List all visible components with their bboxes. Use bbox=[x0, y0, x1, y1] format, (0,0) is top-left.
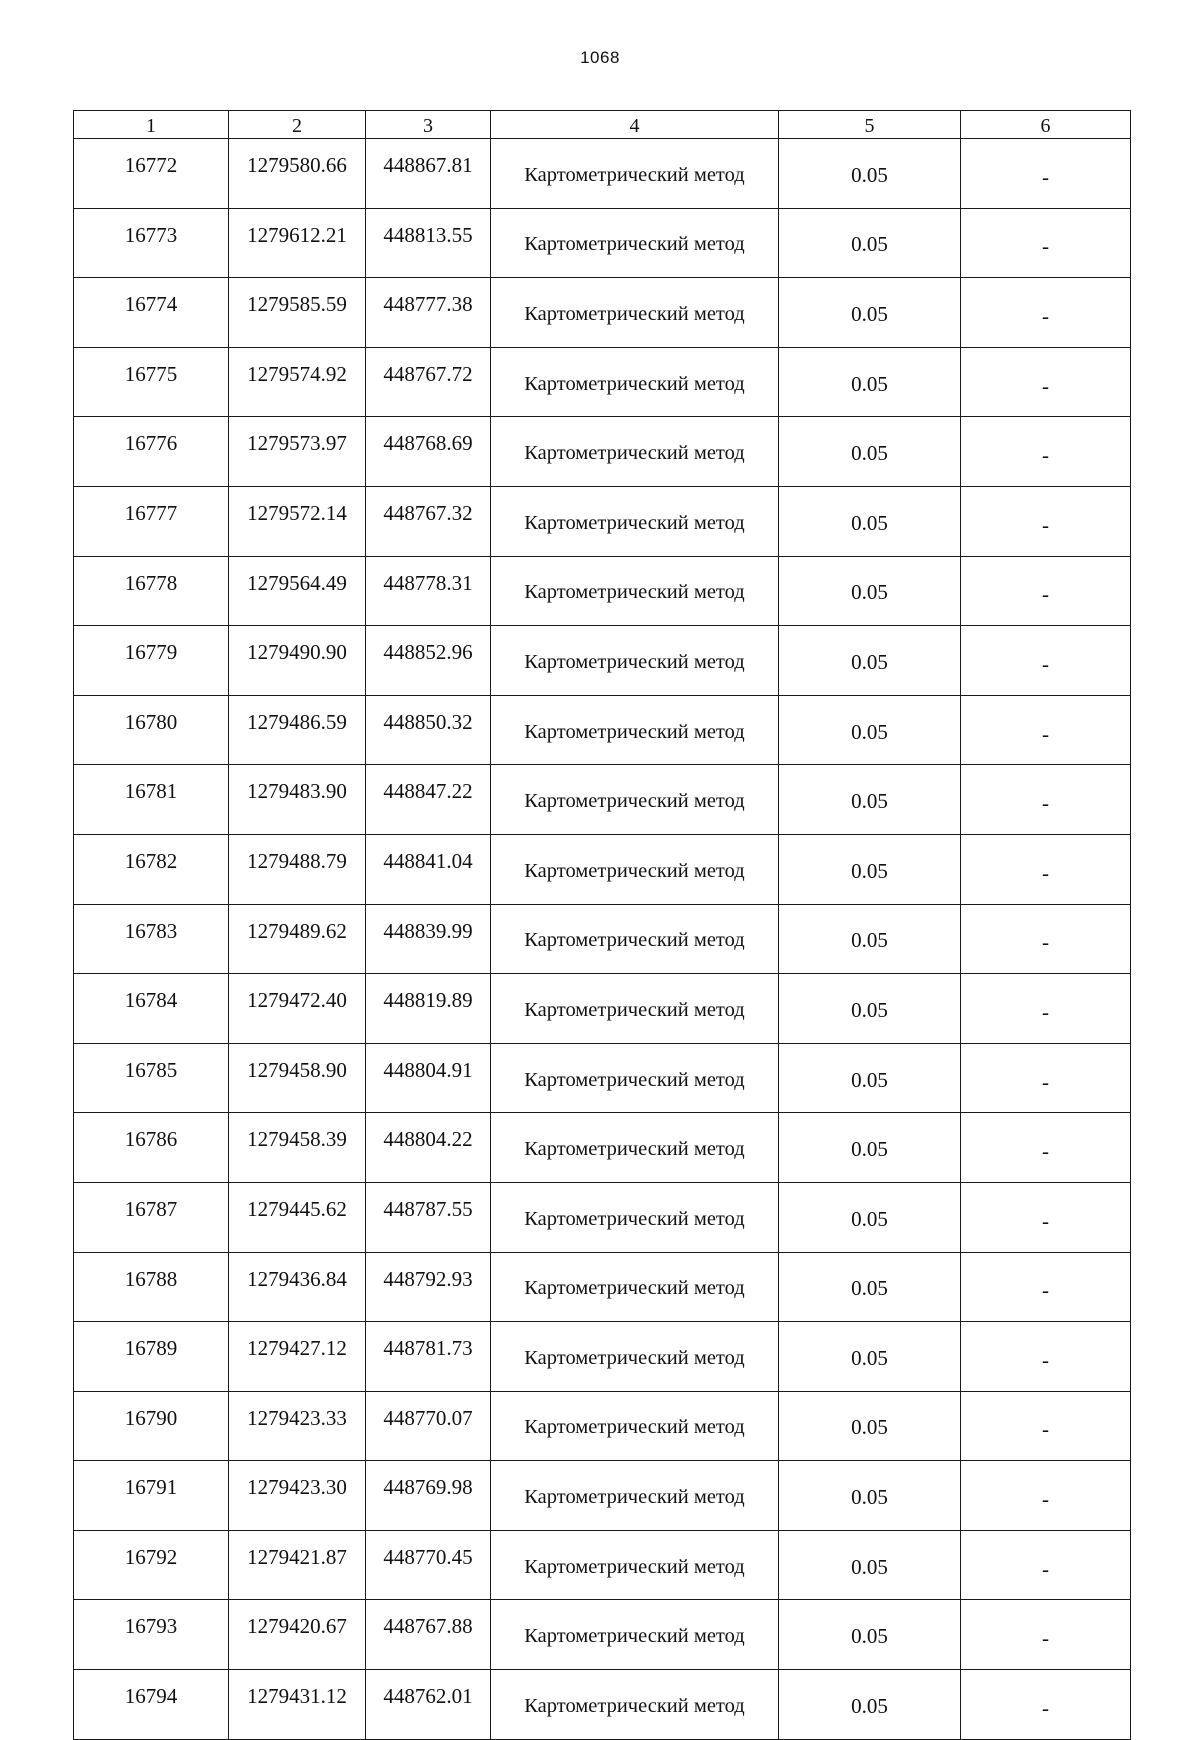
column-header-5: 5 bbox=[779, 111, 961, 139]
method-cell: Картометрический метод bbox=[491, 1600, 779, 1670]
x-coordinate-cell: 1279612.21 bbox=[229, 208, 366, 278]
point-number-cell: 16788 bbox=[74, 1252, 229, 1322]
y-coordinate-cell: 448839.99 bbox=[366, 904, 491, 974]
y-coordinate-cell: 448778.31 bbox=[366, 556, 491, 626]
x-coordinate-cell: 1279458.39 bbox=[229, 1113, 366, 1183]
accuracy-cell: 0.05 bbox=[779, 417, 961, 487]
description-cell: - bbox=[961, 1600, 1131, 1670]
y-coordinate-cell: 448781.73 bbox=[366, 1322, 491, 1392]
description-cell: - bbox=[961, 1252, 1131, 1322]
accuracy-cell: 0.05 bbox=[779, 626, 961, 696]
table-row bbox=[74, 834, 1131, 904]
y-coordinate-cell: 448770.07 bbox=[366, 1391, 491, 1461]
accuracy-cell: 0.05 bbox=[779, 208, 961, 278]
description-cell: - bbox=[961, 139, 1131, 209]
y-coordinate-cell: 448841.04 bbox=[366, 834, 491, 904]
point-number-cell: 16777 bbox=[74, 486, 229, 556]
method-cell: Картометрический метод bbox=[491, 1252, 779, 1322]
y-coordinate-cell: 448852.96 bbox=[366, 626, 491, 696]
y-coordinate-cell: 448767.32 bbox=[366, 486, 491, 556]
x-coordinate-cell: 1279564.49 bbox=[229, 556, 366, 626]
point-number-cell: 16772 bbox=[74, 139, 229, 209]
table-row bbox=[74, 1670, 1131, 1740]
description-cell: - bbox=[961, 695, 1131, 765]
method-cell: Картометрический метод bbox=[491, 834, 779, 904]
y-coordinate-cell: 448847.22 bbox=[366, 765, 491, 835]
description-cell: - bbox=[961, 208, 1131, 278]
x-coordinate-cell: 1279573.97 bbox=[229, 417, 366, 487]
column-header-6: 6 bbox=[961, 111, 1131, 139]
x-coordinate-cell: 1279423.33 bbox=[229, 1391, 366, 1461]
x-coordinate-cell: 1279420.67 bbox=[229, 1600, 366, 1670]
x-coordinate-cell: 1279572.14 bbox=[229, 486, 366, 556]
method-cell: Картометрический метод bbox=[491, 626, 779, 696]
y-coordinate-cell: 448804.22 bbox=[366, 1113, 491, 1183]
accuracy-cell: 0.05 bbox=[779, 1043, 961, 1113]
x-coordinate-cell: 1279445.62 bbox=[229, 1182, 366, 1252]
y-coordinate-cell: 448792.93 bbox=[366, 1252, 491, 1322]
description-cell: - bbox=[961, 834, 1131, 904]
y-coordinate-cell: 448762.01 bbox=[366, 1670, 491, 1740]
table-row bbox=[74, 347, 1131, 417]
description-cell: - bbox=[961, 974, 1131, 1044]
y-coordinate-cell: 448804.91 bbox=[366, 1043, 491, 1113]
x-coordinate-cell: 1279423.30 bbox=[229, 1461, 366, 1531]
point-number-cell: 16790 bbox=[74, 1391, 229, 1461]
point-number-cell: 16789 bbox=[74, 1322, 229, 1392]
method-cell: Картометрический метод bbox=[491, 1182, 779, 1252]
method-cell: Картометрический метод bbox=[491, 1113, 779, 1183]
point-number-cell: 16774 bbox=[74, 278, 229, 348]
point-number-cell: 16793 bbox=[74, 1600, 229, 1670]
description-cell: - bbox=[961, 347, 1131, 417]
description-cell: - bbox=[961, 1182, 1131, 1252]
table-row bbox=[74, 1252, 1131, 1322]
method-cell: Картометрический метод bbox=[491, 1461, 779, 1531]
coordinates-table bbox=[73, 110, 1131, 1740]
point-number-cell: 16787 bbox=[74, 1182, 229, 1252]
description-cell: - bbox=[961, 1530, 1131, 1600]
method-cell: Картометрический метод bbox=[491, 765, 779, 835]
table-row bbox=[74, 278, 1131, 348]
method-cell: Картометрический метод bbox=[491, 1322, 779, 1392]
point-number-cell: 16773 bbox=[74, 208, 229, 278]
method-cell: Картометрический метод bbox=[491, 1391, 779, 1461]
x-coordinate-cell: 1279574.92 bbox=[229, 347, 366, 417]
point-number-cell: 16778 bbox=[74, 556, 229, 626]
point-number-cell: 16794 bbox=[74, 1670, 229, 1740]
table-header bbox=[74, 111, 1131, 139]
method-cell: Картометрический метод bbox=[491, 974, 779, 1044]
accuracy-cell: 0.05 bbox=[779, 1600, 961, 1670]
table-row bbox=[74, 626, 1131, 696]
table-row bbox=[74, 1600, 1131, 1670]
x-coordinate-cell: 1279427.12 bbox=[229, 1322, 366, 1392]
point-number-cell: 16780 bbox=[74, 695, 229, 765]
point-number-cell: 16775 bbox=[74, 347, 229, 417]
table-row bbox=[74, 1113, 1131, 1183]
description-cell: - bbox=[961, 904, 1131, 974]
x-coordinate-cell: 1279483.90 bbox=[229, 765, 366, 835]
method-cell: Картометрический метод bbox=[491, 417, 779, 487]
accuracy-cell: 0.05 bbox=[779, 904, 961, 974]
point-number-cell: 16776 bbox=[74, 417, 229, 487]
y-coordinate-cell: 448787.55 bbox=[366, 1182, 491, 1252]
method-cell: Картометрический метод bbox=[491, 1530, 779, 1600]
table-row bbox=[74, 765, 1131, 835]
accuracy-cell: 0.05 bbox=[779, 1670, 961, 1740]
point-number-cell: 16784 bbox=[74, 974, 229, 1044]
table-row bbox=[74, 1530, 1131, 1600]
x-coordinate-cell: 1279431.12 bbox=[229, 1670, 366, 1740]
y-coordinate-cell: 448813.55 bbox=[366, 208, 491, 278]
point-number-cell: 16792 bbox=[74, 1530, 229, 1600]
table-row bbox=[74, 904, 1131, 974]
table-row bbox=[74, 974, 1131, 1044]
accuracy-cell: 0.05 bbox=[779, 139, 961, 209]
method-cell: Картометрический метод bbox=[491, 556, 779, 626]
accuracy-cell: 0.05 bbox=[779, 1182, 961, 1252]
x-coordinate-cell: 1279486.59 bbox=[229, 695, 366, 765]
accuracy-cell: 0.05 bbox=[779, 347, 961, 417]
description-cell: - bbox=[961, 1322, 1131, 1392]
point-number-cell: 16781 bbox=[74, 765, 229, 835]
description-cell: - bbox=[961, 1670, 1131, 1740]
accuracy-cell: 0.05 bbox=[779, 834, 961, 904]
method-cell: Картометрический метод bbox=[491, 208, 779, 278]
table-row bbox=[74, 1322, 1131, 1392]
description-cell: - bbox=[961, 765, 1131, 835]
x-coordinate-cell: 1279585.59 bbox=[229, 278, 366, 348]
column-header-4: 4 bbox=[491, 111, 779, 139]
x-coordinate-cell: 1279458.90 bbox=[229, 1043, 366, 1113]
y-coordinate-cell: 448767.88 bbox=[366, 1600, 491, 1670]
table-row bbox=[74, 1461, 1131, 1531]
table-row bbox=[74, 695, 1131, 765]
header-row bbox=[74, 111, 1131, 139]
x-coordinate-cell: 1279490.90 bbox=[229, 626, 366, 696]
description-cell: - bbox=[961, 556, 1131, 626]
y-coordinate-cell: 448819.89 bbox=[366, 974, 491, 1044]
table-row bbox=[74, 1043, 1131, 1113]
y-coordinate-cell: 448777.38 bbox=[366, 278, 491, 348]
accuracy-cell: 0.05 bbox=[779, 1530, 961, 1600]
description-cell: - bbox=[961, 278, 1131, 348]
method-cell: Картометрический метод bbox=[491, 139, 779, 209]
page-number: 1068 bbox=[580, 48, 620, 67]
table-row bbox=[74, 1391, 1131, 1461]
accuracy-cell: 0.05 bbox=[779, 278, 961, 348]
accuracy-cell: 0.05 bbox=[779, 695, 961, 765]
point-number-cell: 16786 bbox=[74, 1113, 229, 1183]
method-cell: Картометрический метод bbox=[491, 695, 779, 765]
description-cell: - bbox=[961, 626, 1131, 696]
table-row bbox=[74, 556, 1131, 626]
point-number-cell: 16791 bbox=[74, 1461, 229, 1531]
y-coordinate-cell: 448770.45 bbox=[366, 1530, 491, 1600]
description-cell: - bbox=[961, 1461, 1131, 1531]
column-header-2: 2 bbox=[229, 111, 366, 139]
accuracy-cell: 0.05 bbox=[779, 1252, 961, 1322]
accuracy-cell: 0.05 bbox=[779, 1322, 961, 1392]
accuracy-cell: 0.05 bbox=[779, 1113, 961, 1183]
description-cell: - bbox=[961, 417, 1131, 487]
x-coordinate-cell: 1279489.62 bbox=[229, 904, 366, 974]
y-coordinate-cell: 448850.32 bbox=[366, 695, 491, 765]
x-coordinate-cell: 1279472.40 bbox=[229, 974, 366, 1044]
y-coordinate-cell: 448769.98 bbox=[366, 1461, 491, 1531]
accuracy-cell: 0.05 bbox=[779, 974, 961, 1044]
point-number-cell: 16785 bbox=[74, 1043, 229, 1113]
method-cell: Картометрический метод bbox=[491, 1670, 779, 1740]
accuracy-cell: 0.05 bbox=[779, 486, 961, 556]
table-row bbox=[74, 1182, 1131, 1252]
column-header-3: 3 bbox=[366, 111, 491, 139]
table-body bbox=[74, 139, 1131, 1740]
method-cell: Картометрический метод bbox=[491, 1043, 779, 1113]
table-row bbox=[74, 139, 1131, 209]
description-cell: - bbox=[961, 1043, 1131, 1113]
table-row bbox=[74, 417, 1131, 487]
point-number-cell: 16779 bbox=[74, 626, 229, 696]
table-row bbox=[74, 208, 1131, 278]
x-coordinate-cell: 1279436.84 bbox=[229, 1252, 366, 1322]
accuracy-cell: 0.05 bbox=[779, 556, 961, 626]
y-coordinate-cell: 448767.72 bbox=[366, 347, 491, 417]
method-cell: Картометрический метод bbox=[491, 278, 779, 348]
description-cell: - bbox=[961, 486, 1131, 556]
method-cell: Картометрический метод bbox=[491, 347, 779, 417]
column-header-1: 1 bbox=[74, 111, 229, 139]
point-number-cell: 16782 bbox=[74, 834, 229, 904]
x-coordinate-cell: 1279488.79 bbox=[229, 834, 366, 904]
x-coordinate-cell: 1279421.87 bbox=[229, 1530, 366, 1600]
description-cell: - bbox=[961, 1113, 1131, 1183]
table-row bbox=[74, 486, 1131, 556]
accuracy-cell: 0.05 bbox=[779, 1461, 961, 1531]
x-coordinate-cell: 1279580.66 bbox=[229, 139, 366, 209]
method-cell: Картометрический метод bbox=[491, 486, 779, 556]
point-number-cell: 16783 bbox=[74, 904, 229, 974]
accuracy-cell: 0.05 bbox=[779, 1391, 961, 1461]
accuracy-cell: 0.05 bbox=[779, 765, 961, 835]
description-cell: - bbox=[961, 1391, 1131, 1461]
method-cell: Картометрический метод bbox=[491, 904, 779, 974]
y-coordinate-cell: 448867.81 bbox=[366, 139, 491, 209]
y-coordinate-cell: 448768.69 bbox=[366, 417, 491, 487]
